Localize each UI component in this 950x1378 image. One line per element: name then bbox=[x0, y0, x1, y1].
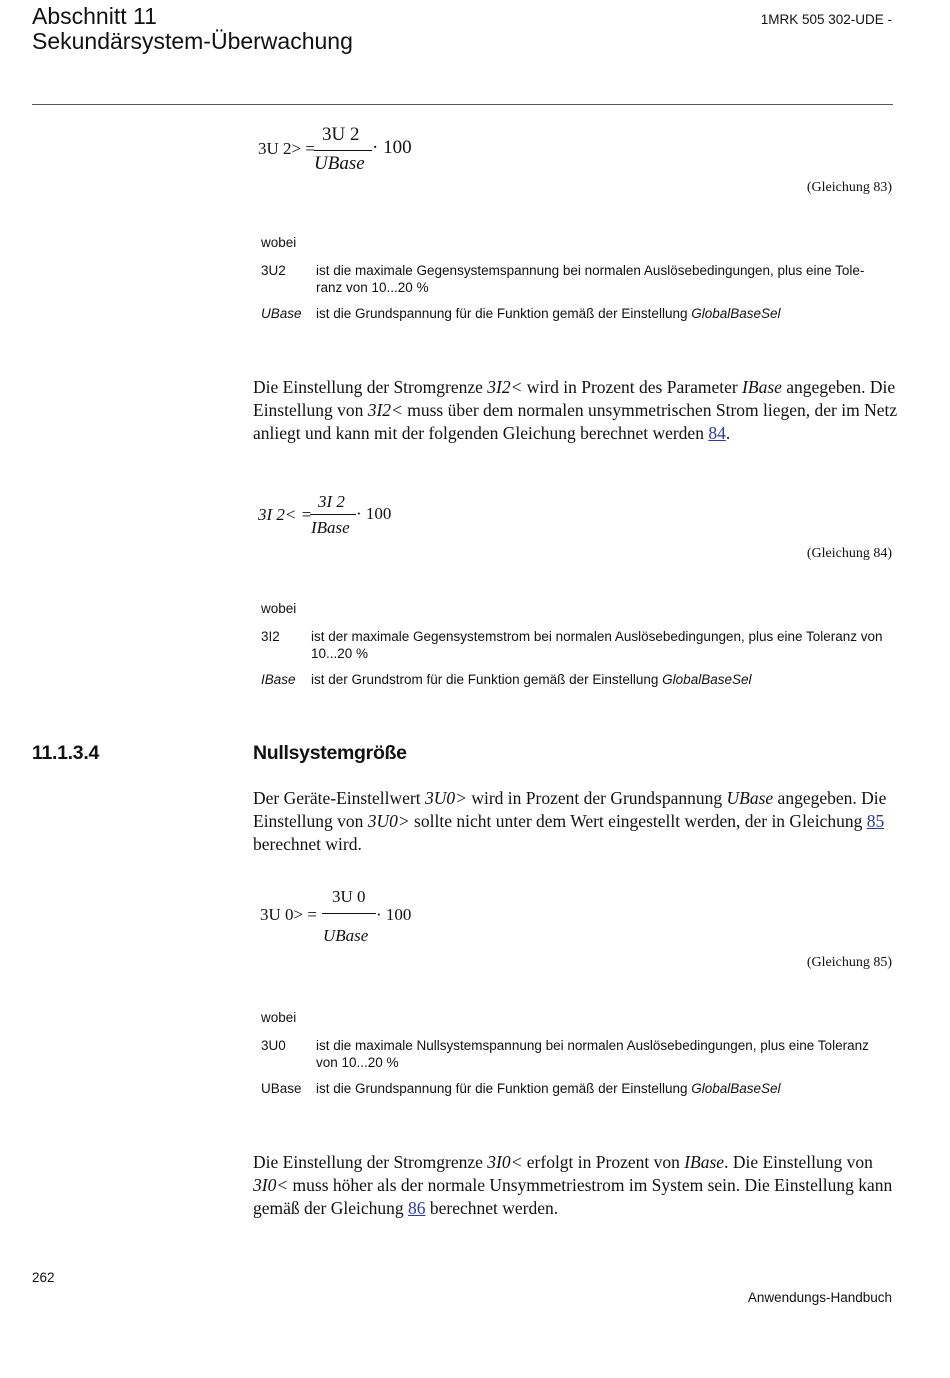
equation-label-83: (Gleichung 83) bbox=[806, 180, 892, 195]
section-number: 11.1.3.4 bbox=[32, 742, 100, 764]
document-id: 1MRK 505 302-UDE - bbox=[760, 12, 892, 27]
fraction-bar bbox=[322, 913, 376, 914]
header-divider bbox=[32, 104, 893, 105]
equation-label-85: (Gleichung 85) bbox=[806, 955, 892, 970]
equation-lhs: 3U 2> = bbox=[258, 139, 315, 158]
section-header bbox=[32, 4, 353, 54]
section-title: Nullsystemgröße bbox=[253, 742, 407, 764]
equation-denominator: IBase bbox=[311, 518, 350, 537]
definition-description: ist die maximale Gegensystemspannung bei normalen Auslösebedingungen, plus eine Tole-ranz von 10...20 % bbox=[316, 263, 865, 295]
definition-description bbox=[316, 1080, 891, 1097]
definition-text: ist die Grundspannung für die Funktion gemäß der Einstellung bbox=[316, 1081, 692, 1096]
equation-factor: · 100 bbox=[372, 137, 412, 158]
definition-text: ist die Grundspannung für die Funktion gemäß der Einstellung bbox=[316, 306, 692, 321]
equation-numerator: 3I 2 bbox=[318, 492, 345, 511]
page-number: 262 bbox=[32, 1270, 55, 1285]
wobei-label: wobei bbox=[261, 235, 297, 250]
setting-name: GlobalBaseSel bbox=[691, 306, 781, 321]
equation-link-84[interactable]: 84 bbox=[708, 423, 726, 443]
definition-text: ist der Grundstrom für die Funktion gemäß der Einstellung bbox=[311, 672, 663, 687]
setting-name: GlobalBaseSel bbox=[691, 1081, 781, 1096]
equation-denominator: UBase bbox=[323, 926, 369, 945]
manual-title: Anwendungs-Handbuch bbox=[747, 1290, 892, 1305]
equation-83 bbox=[258, 124, 428, 178]
chapter-subtitle: Sekundärsystem-Überwachung bbox=[32, 28, 353, 54]
definition-description bbox=[316, 305, 891, 322]
equation-factor: · 100 bbox=[376, 905, 412, 924]
body-paragraph: Die Einstellung der Stromgrenze 3I0< erfolgt in Prozent von IBase. Die Einstellung von 3I0< muss höher als der normale Unsymmetriestrom im System sein. Die Einstellung kann gemäß der Gleichung 86 berechnet werden. bbox=[253, 1152, 893, 1218]
equation-numerator: 3U 0 bbox=[332, 887, 366, 906]
equation-85 bbox=[260, 886, 420, 946]
equation-link-86[interactable]: 86 bbox=[408, 1198, 426, 1218]
fraction-bar bbox=[314, 150, 372, 151]
definition-term: IBase bbox=[261, 672, 296, 687]
wobei-label: wobei bbox=[261, 601, 297, 616]
equation-link-85[interactable]: 85 bbox=[866, 811, 885, 831]
equation-lhs: 3I 2< = bbox=[258, 505, 313, 524]
definition-description bbox=[311, 671, 886, 688]
fraction-bar bbox=[310, 514, 356, 515]
equation-label-84: (Gleichung 84) bbox=[806, 546, 892, 561]
chapter-title: Abschnitt 11 bbox=[32, 3, 157, 29]
definition-description: ist der maximale Gegensystemstrom bei normalen Auslösebedingungen, plus eine Toleranz von 10...20 % bbox=[311, 629, 883, 661]
definition-term: 3I2 bbox=[261, 629, 280, 644]
body-paragraph: Die Einstellung der Stromgrenze 3I2< wird in Prozent des Parameter IBase angegeben. Die Einstellung von 3I2< muss über dem normalen unsymmetrischen Strom liegen, der im Netz anliegt und kann mit der folgenden Gleichung berechnet werden 84. bbox=[253, 377, 898, 443]
equation-numerator: 3U 2 bbox=[322, 124, 360, 145]
body-paragraph: Der Geräte-Einstellwert 3U0> wird in Prozent der Grundspannung UBase angegeben. Die Einstellung von 3U0> sollte nicht unter dem Wert eingestellt werden, der in Gleichung 85 berechnet wird. bbox=[253, 788, 887, 854]
setting-name: GlobalBaseSel bbox=[662, 672, 752, 687]
definition-description: ist die maximale Nullsystemspannung bei normalen Auslösebedingungen, plus eine Toleranz von 10...20 % bbox=[316, 1038, 869, 1070]
definition-term: UBase bbox=[261, 1081, 302, 1096]
definition-term: 3U2 bbox=[261, 263, 286, 278]
equation-84 bbox=[258, 492, 408, 542]
wobei-label: wobei bbox=[261, 1010, 297, 1025]
definition-term: UBase bbox=[261, 306, 302, 321]
equation-factor: · 100 bbox=[356, 504, 392, 523]
equation-lhs: 3U 0> = bbox=[260, 905, 317, 924]
equation-denominator: UBase bbox=[314, 153, 365, 174]
definition-term: 3U0 bbox=[261, 1038, 286, 1053]
